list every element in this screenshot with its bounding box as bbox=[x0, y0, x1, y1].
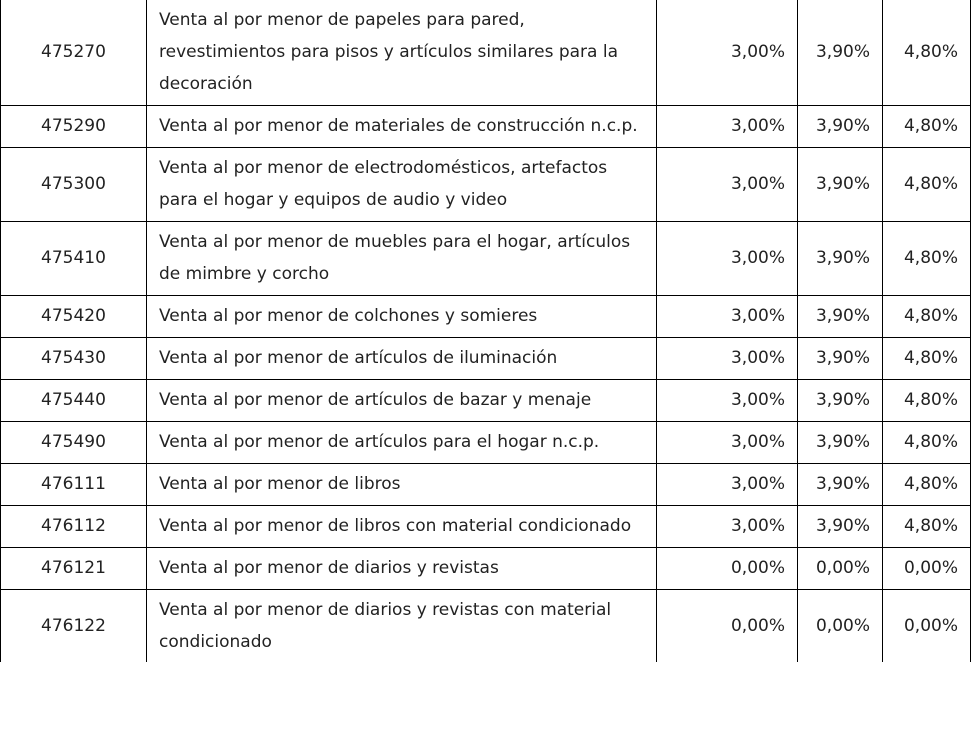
rate-3-cell: 4,80% bbox=[883, 506, 971, 548]
activity-description-cell: Venta al por menor de muebles para el hogar, artículos de mimbre y corcho bbox=[147, 222, 657, 296]
activity-description-cell: Venta al por menor de libros bbox=[147, 464, 657, 506]
table-body bbox=[1, 0, 971, 662]
activity-code-cell: 476121 bbox=[1, 548, 147, 590]
activity-code-cell: 476111 bbox=[1, 464, 147, 506]
activity-description-cell: Venta al por menor de colchones y somieres bbox=[147, 296, 657, 338]
rate-2-cell: 3,90% bbox=[798, 106, 883, 148]
rate-1-cell: 3,00% bbox=[657, 296, 798, 338]
table-row bbox=[1, 506, 971, 548]
rate-3-cell: 4,80% bbox=[883, 148, 971, 222]
rate-2-cell: 0,00% bbox=[798, 590, 883, 663]
rate-2-cell: 3,90% bbox=[798, 296, 883, 338]
rate-2-cell: 3,90% bbox=[798, 506, 883, 548]
activity-description-cell: Venta al por menor de diarios y revistas bbox=[147, 548, 657, 590]
rate-2-cell: 0,00% bbox=[798, 548, 883, 590]
rate-2-cell: 3,90% bbox=[798, 338, 883, 380]
table-row bbox=[1, 0, 971, 106]
activity-description-cell: Venta al por menor de papeles para pared, revestimientos para pisos y artículos similares para la decoración bbox=[147, 0, 657, 106]
rate-3-cell: 4,80% bbox=[883, 0, 971, 106]
rate-3-cell: 4,80% bbox=[883, 296, 971, 338]
rate-3-cell: 0,00% bbox=[883, 548, 971, 590]
rate-2-cell: 3,90% bbox=[798, 422, 883, 464]
rate-1-cell: 3,00% bbox=[657, 338, 798, 380]
rate-1-cell: 3,00% bbox=[657, 148, 798, 222]
table-row bbox=[1, 464, 971, 506]
rate-2-cell: 3,90% bbox=[798, 0, 883, 106]
activity-code-cell: 475440 bbox=[1, 380, 147, 422]
rate-3-cell: 4,80% bbox=[883, 380, 971, 422]
table-row bbox=[1, 590, 971, 663]
table-row bbox=[1, 548, 971, 590]
activity-description-cell: Venta al por menor de artículos de bazar y menaje bbox=[147, 380, 657, 422]
activity-description-cell: Venta al por menor de artículos para el hogar n.c.p. bbox=[147, 422, 657, 464]
rate-2-cell: 3,90% bbox=[798, 464, 883, 506]
rate-1-cell: 3,00% bbox=[657, 0, 798, 106]
table-row bbox=[1, 338, 971, 380]
activity-code-cell: 475430 bbox=[1, 338, 147, 380]
rate-1-cell: 3,00% bbox=[657, 422, 798, 464]
rate-3-cell: 4,80% bbox=[883, 422, 971, 464]
rate-2-cell: 3,90% bbox=[798, 222, 883, 296]
rate-3-cell: 4,80% bbox=[883, 222, 971, 296]
table-row bbox=[1, 380, 971, 422]
rate-3-cell: 4,80% bbox=[883, 464, 971, 506]
rate-3-cell: 4,80% bbox=[883, 106, 971, 148]
activity-description-cell: Venta al por menor de electrodomésticos, artefactos para el hogar y equipos de audio y video bbox=[147, 148, 657, 222]
table-row bbox=[1, 106, 971, 148]
rate-1-cell: 3,00% bbox=[657, 380, 798, 422]
rate-1-cell: 0,00% bbox=[657, 548, 798, 590]
activity-code-cell: 475420 bbox=[1, 296, 147, 338]
activity-code-cell: 475270 bbox=[1, 0, 147, 106]
table-row bbox=[1, 296, 971, 338]
activity-description-cell: Venta al por menor de diarios y revistas con material condicionado bbox=[147, 590, 657, 663]
rate-3-cell: 0,00% bbox=[883, 590, 971, 663]
activity-code-cell: 476112 bbox=[1, 506, 147, 548]
table-row bbox=[1, 148, 971, 222]
activity-code-cell: 475290 bbox=[1, 106, 147, 148]
activity-description-cell: Venta al por menor de libros con material condicionado bbox=[147, 506, 657, 548]
rate-2-cell: 3,90% bbox=[798, 148, 883, 222]
table-row bbox=[1, 222, 971, 296]
activity-description-cell: Venta al por menor de artículos de iluminación bbox=[147, 338, 657, 380]
activity-code-cell: 475490 bbox=[1, 422, 147, 464]
activity-description-cell: Venta al por menor de materiales de construcción n.c.p. bbox=[147, 106, 657, 148]
table-row bbox=[1, 422, 971, 464]
activity-code-cell: 475410 bbox=[1, 222, 147, 296]
rate-1-cell: 3,00% bbox=[657, 106, 798, 148]
rate-1-cell: 0,00% bbox=[657, 590, 798, 663]
rate-1-cell: 3,00% bbox=[657, 222, 798, 296]
activity-code-cell: 476122 bbox=[1, 590, 147, 663]
activity-code-cell: 475300 bbox=[1, 148, 147, 222]
rate-3-cell: 4,80% bbox=[883, 338, 971, 380]
rate-1-cell: 3,00% bbox=[657, 506, 798, 548]
rate-2-cell: 3,90% bbox=[798, 380, 883, 422]
rate-1-cell: 3,00% bbox=[657, 464, 798, 506]
